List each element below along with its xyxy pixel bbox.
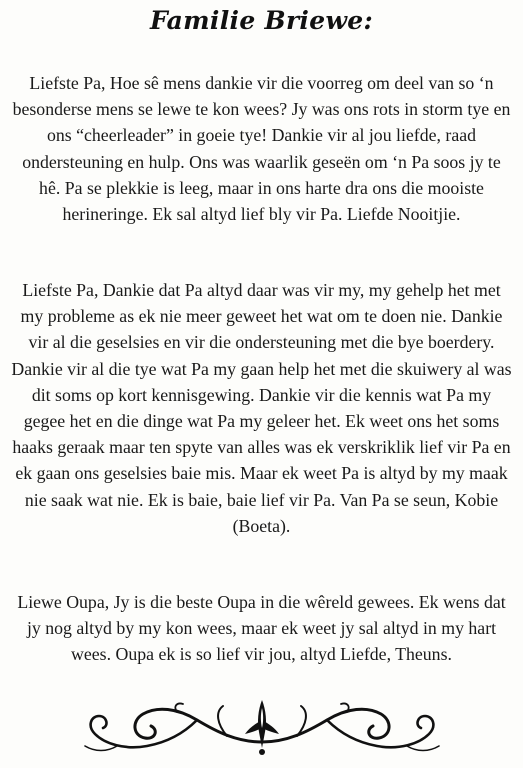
letter-paragraph-kobie: Liefste Pa, Dankie dat Pa altyd daar was vir my, my gehelp het met my probleme as ek nie meer geweet het wat om te doen nie. Dankie vir al die geselsies en vir die ondersteuning met die bye boerdery. Dankie vir al die tye wat Pa my gaan help het met die skuiwery al was dit soms op kort kennisgewing. Dankie vir die kennis wat Pa my gegee het en die dinge wat Pa my geleer het. Ek weet ons het soms haaks geraak maar ten spyte van alles was ek verskriklik lief vir Pa en ek gaan ons geselsies baie mis. Maar ek weet Pa is altyd by my maak nie saak wat nie. Ek is baie, baie lief vir Pa. Van Pa se seun, Kobie (Boeta). xyxy=(11,280,512,536)
letter-paragraph-theuns: Liewe Oupa, Jy is die beste Oupa in die wêreld gewees. Ek wens dat jy nog altyd by my kon wees, maar ek weet jy sal altyd in my hart wees. Oupa ek is so lief vir jou, altyd Liefde, Theuns. xyxy=(17,592,506,665)
letter-paragraph-nooitjie: Liefste Pa, Hoe sê mens dankie vir die voorreg om deel van so ‘n besonderse mens se lewe te kon wees? Jy was ons rots in storm tye en ons “cheerleader” in goeie tye! Dankie vir al jou liefde, raad ondersteuning en hulp. Ons was waarlik geseën om ‘n Pa soos jy te hê. Pa se plekkie is leeg, maar in ons harte dra ons die mooiste herineringe. Ek sal altyd lief bly vir Pa. Liefde Nooitjie. xyxy=(12,73,511,225)
flourish-divider-icon xyxy=(77,698,447,758)
page-title: Familie Briewe: xyxy=(150,6,373,35)
